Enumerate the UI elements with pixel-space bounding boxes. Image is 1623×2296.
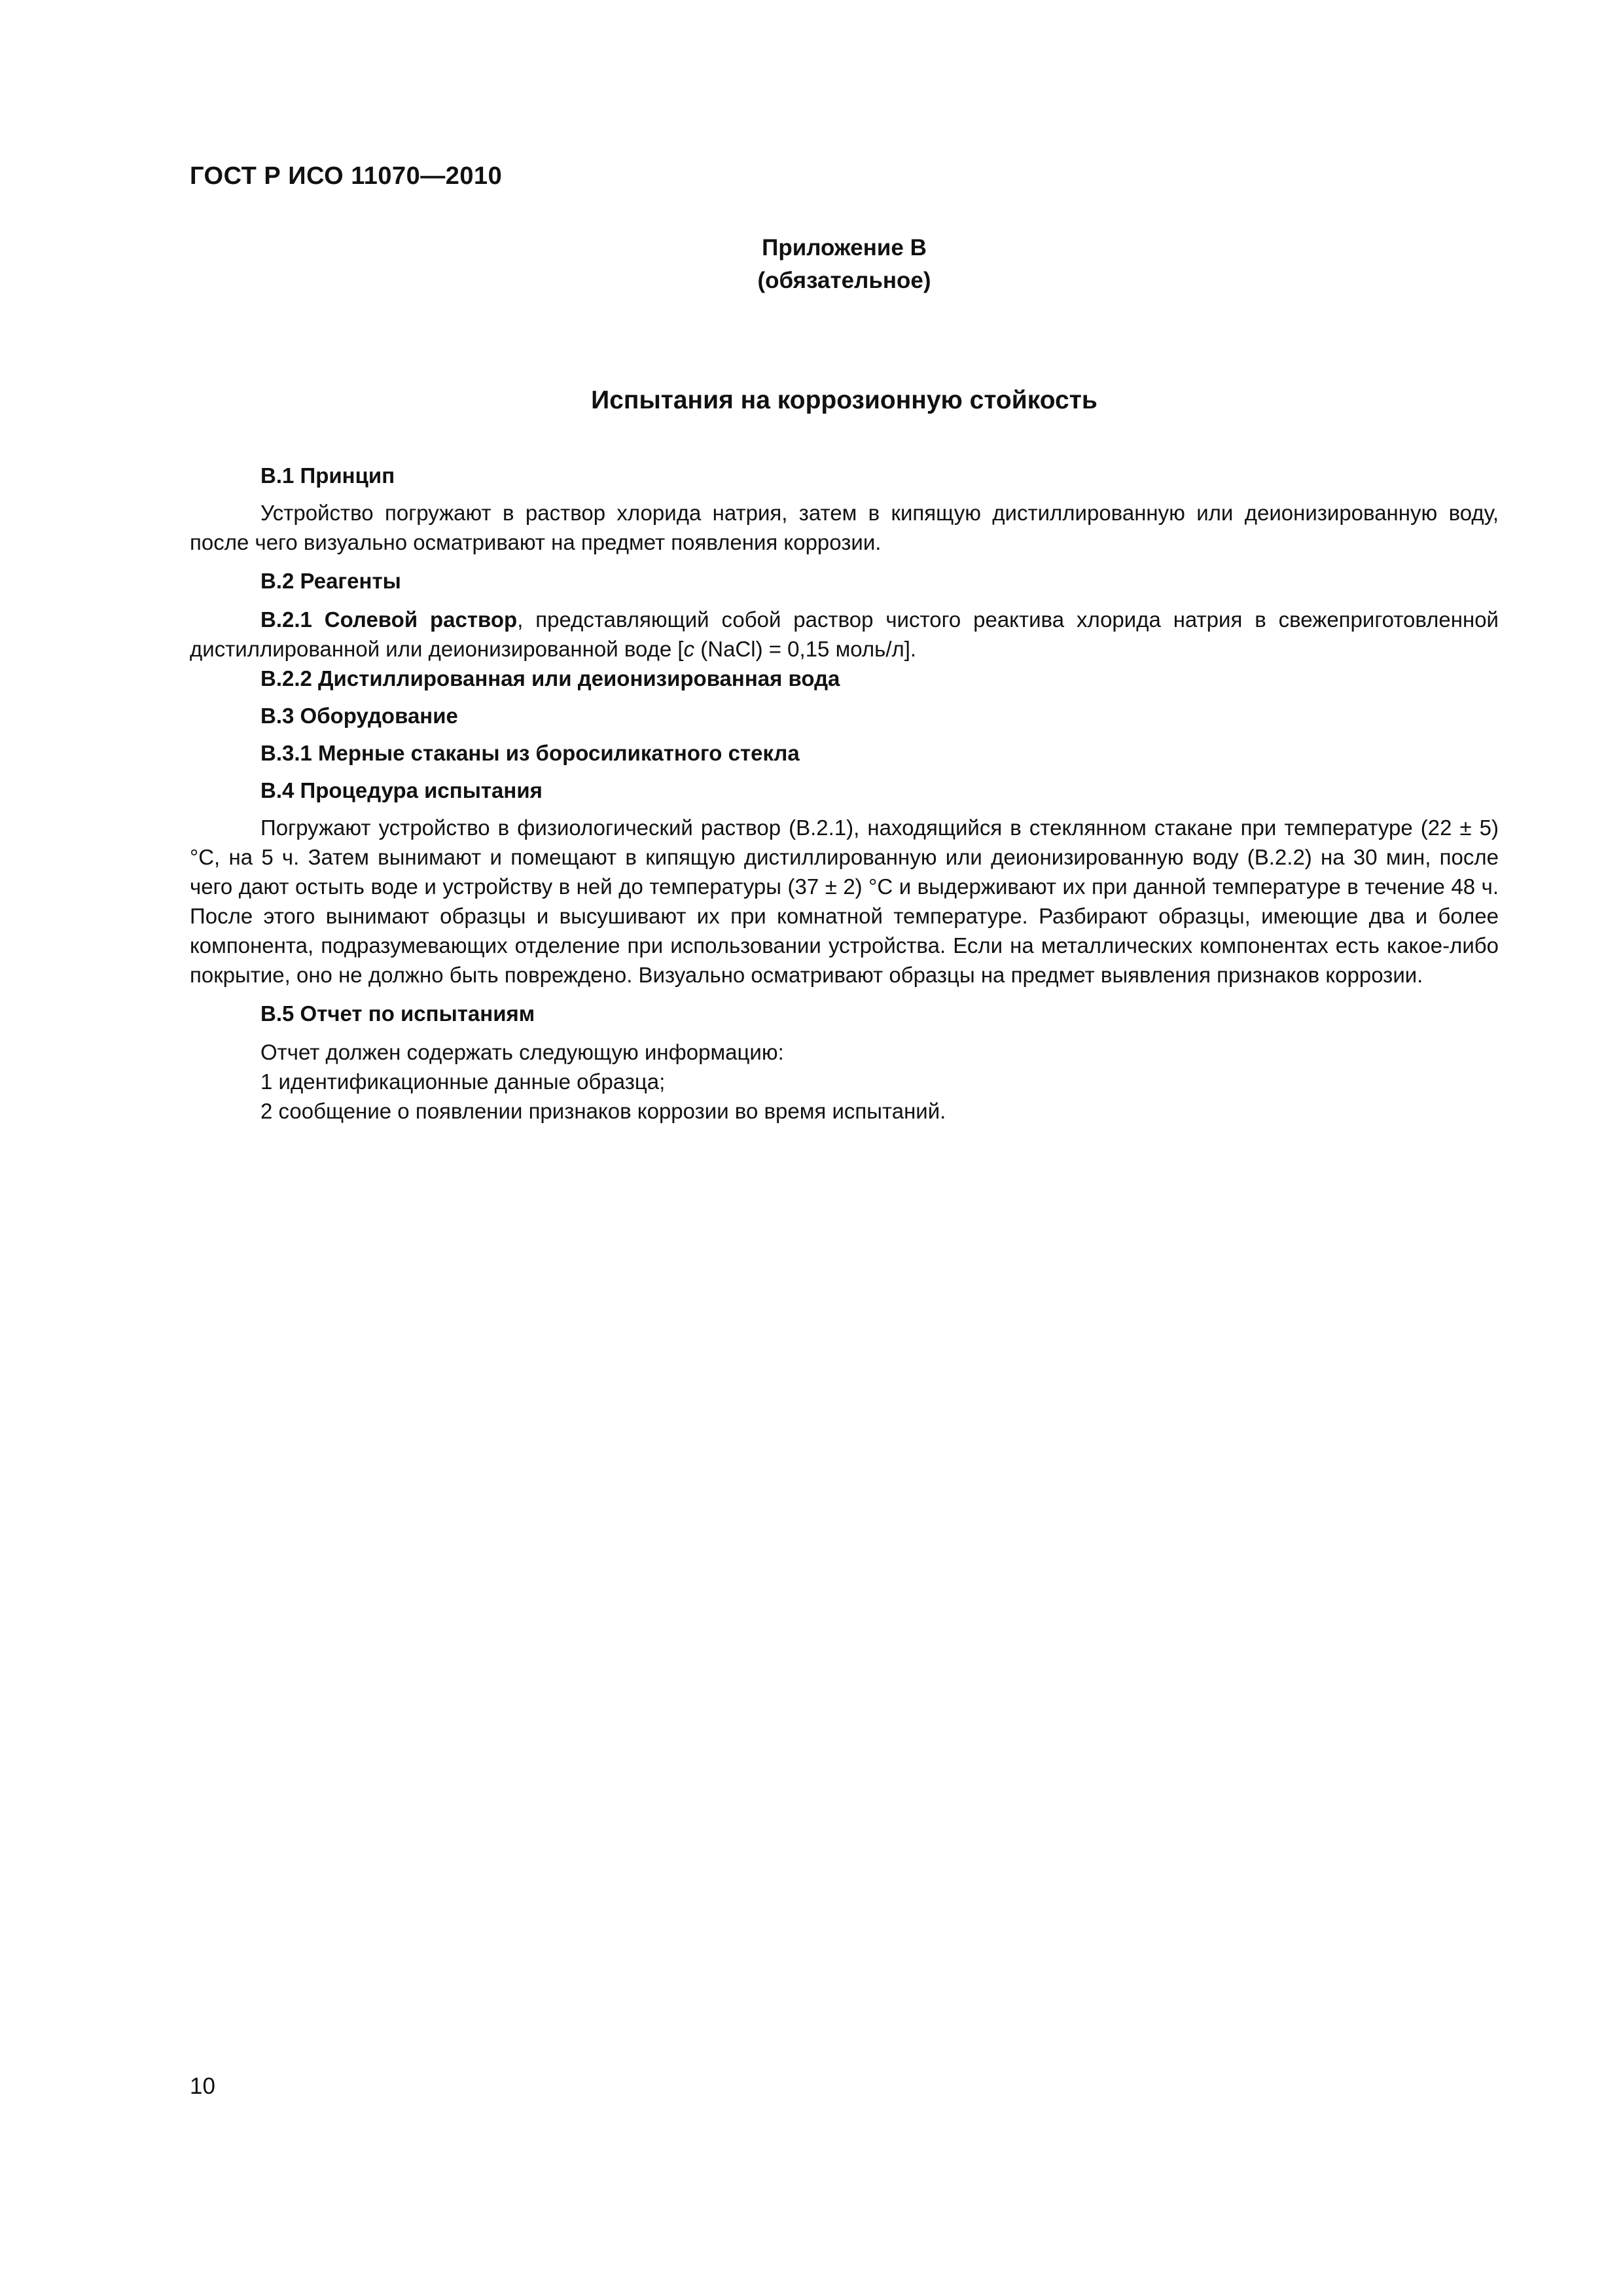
section-b31-heading: В.3.1 Мерные стаканы из боросиликатного стекла bbox=[260, 741, 800, 765]
list-item: 2 сообщение о появлении признаков коррозии во время испытаний. bbox=[260, 1099, 946, 1123]
annex-content bbox=[190, 461, 1499, 1126]
section-b1-heading: В.1 Принцип bbox=[260, 463, 395, 488]
section-b21-label: В.2.1 Солевой раствор bbox=[260, 607, 518, 632]
section-b21-body-start: , представляющий собой раствор чистого реактива хлорида натрия в свежеприготовленной дистиллированной или деионизированной воде [ bbox=[190, 607, 1499, 661]
section-b1-text: Устройство погружают в раствор хлорида натрия, затем в кипящую дистиллированную или деионизированную воду, после чего визуально осматривают на предмет появления коррозии. bbox=[190, 501, 1499, 554]
section-b21-symbol: c bbox=[683, 637, 695, 661]
section-b4-text: Погружают устройство в физиологический раствор (В.2.1), находящийся в стеклянном стакане при температуре (22 ± 5) °С, на 5 ч. Затем вынимают и помещают в кипящую дистиллированную или деионизированную воду (В.2.2) на 30 мин, после чего дают остыть воде и устройству в ней до температуры (37 ± 2) °С и выдерживают их при данной температуре в течение 48 ч. После этого вынимают образцы и высушивают их при комнатной температуре. Разбирают образцы, имеющие два и более компонента, подразумевающих отделение при использовании устройства. Если на металлических компонентах есть какое-либо покрытие, оно не должно быть повреждено. Визуально осматривают образцы на предмет выявления признаков коррозии. bbox=[190, 816, 1499, 987]
page-number: 10 bbox=[190, 2073, 215, 2099]
annex-label: Приложение В bbox=[762, 235, 927, 260]
section-b5-heading: В.5 Отчет по испытаниям bbox=[260, 1001, 535, 1026]
section-b21-body-end: (NaCl) = 0,15 моль/л]. bbox=[694, 637, 917, 661]
annex-header bbox=[0, 232, 1623, 297]
annex-status: (обязательное) bbox=[757, 268, 931, 293]
section-b21-text bbox=[190, 605, 1499, 664]
section-b2-heading: В.2 Реагенты bbox=[260, 569, 401, 593]
section-b5-intro: Отчет должен содержать следующую информацию: bbox=[260, 1040, 784, 1064]
list-item: 1 идентификационные данные образца; bbox=[260, 1069, 666, 1094]
annex-title: Испытания на коррозионную стойкость bbox=[591, 386, 1097, 414]
section-b22-heading: В.2.2 Дистиллированная или деионизированная вода bbox=[260, 666, 840, 691]
section-b3-heading: В.3 Оборудование bbox=[260, 704, 458, 728]
section-b4-heading: В.4 Процедура испытания bbox=[260, 778, 543, 802]
document-code: ГОСТ Р ИСО 11070—2010 bbox=[190, 162, 503, 190]
